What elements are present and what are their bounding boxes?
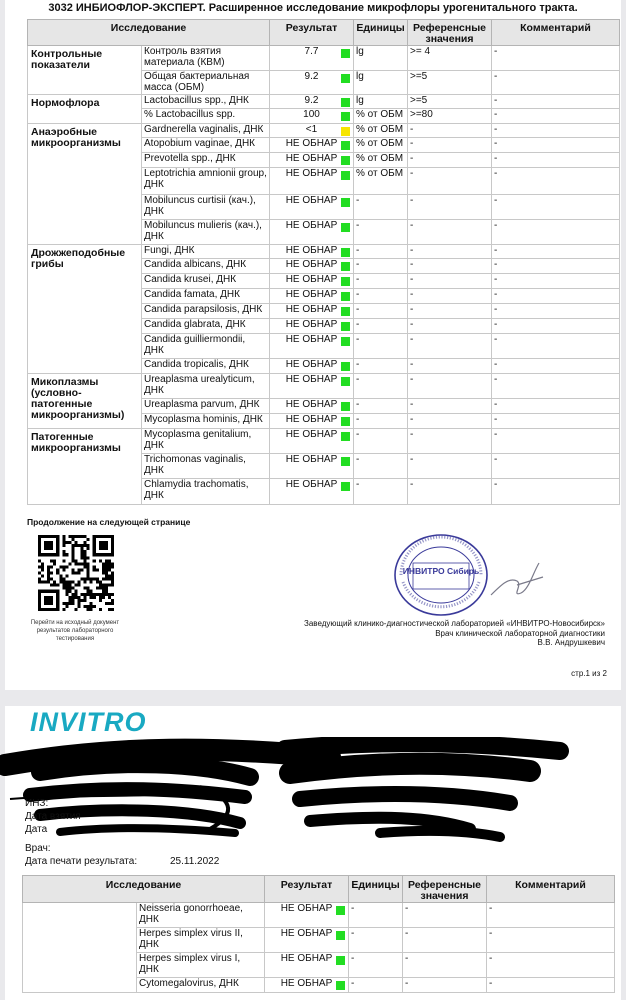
test-name: Общая бактериальная масса (ОБМ) [142,71,270,95]
signature [487,555,547,603]
test-name: Cytomegalovirus, ДНК [137,978,265,993]
group-label: Патогенные микроорганизмы [28,429,142,505]
test-name: Herpes simplex virus II, ДНК [137,928,265,953]
units-value: - [354,319,408,334]
result-value [265,953,349,978]
result-text: НЕ ОБНАР [285,259,338,270]
signer-block [304,619,605,648]
units-value: % от ОБМ [354,109,408,124]
test-name: Контроль взятия материала (КВМ) [142,46,270,71]
result-flag-green [341,112,350,121]
reference-value: - [403,978,487,993]
table-row [28,245,620,259]
header-study: Исследование [23,876,265,903]
result-flag-green [341,307,350,316]
units-value: - [349,928,403,953]
test-name: Trichomonas vaginalis, ДНК [142,454,270,479]
header-units: Единицы [349,876,403,903]
table-row [28,95,620,109]
result-flag-green [341,156,350,165]
result-flag-green [341,141,350,150]
result-value [270,124,354,138]
result-flag-green [336,981,345,990]
units-value: - [354,274,408,289]
result-value [270,153,354,168]
header-study: Исследование [28,20,270,46]
group-label: Анаэробные микроорганизмы [28,124,142,245]
units-value: - [349,903,403,928]
table-row [28,429,620,454]
result-flag-green [341,362,350,371]
reference-value: - [408,274,492,289]
result-text: 7.7 [304,46,319,57]
reference-value: - [408,359,492,374]
test-name: Gardnerella vaginalis, ДНК [142,124,270,138]
result-text: НЕ ОБНАР [280,953,333,964]
test-name: Candida krusei, ДНК [142,274,270,289]
result-value [270,245,354,259]
test-name: Chlamydia trachomatis, ДНК [142,479,270,505]
reference-value: - [403,903,487,928]
comment-value: - [492,46,620,71]
test-name: Candida tropicalis, ДНК [142,359,270,374]
result-value [270,479,354,505]
comment-value: - [492,109,620,124]
result-text: НЕ ОБНАР [285,138,338,149]
result-value [270,454,354,479]
result-flag-green [341,277,350,286]
table-header-row [23,876,615,903]
reference-value: - [408,399,492,414]
info-row [25,823,219,836]
result-value [265,903,349,928]
result-value [270,46,354,71]
result-flag-green [341,292,350,301]
units-value: - [349,953,403,978]
units-value: - [354,220,408,245]
units-value: - [354,374,408,399]
units-value: - [354,479,408,505]
result-text: НЕ ОБНАР [285,334,338,345]
result-text: НЕ ОБНАР [285,153,338,164]
info-row [25,810,219,823]
result-value [270,168,354,195]
units-value: % от ОБМ [354,153,408,168]
signer-line-3: В.В. Андрушкевич [537,638,605,647]
result-flag-green [341,74,350,83]
info-row [25,855,219,868]
stamp-text: ИНВИТРО Сибирь [402,566,480,576]
reference-value: - [403,928,487,953]
result-text: НЕ ОБНАР [280,928,333,939]
result-text: НЕ ОБНАР [285,168,338,179]
info-label: Дата [25,824,48,835]
result-text: <1 [305,124,318,135]
reference-value: - [408,429,492,454]
info-row [25,797,219,810]
comment-value: - [487,978,615,993]
comment-value: - [492,153,620,168]
units-value: - [354,245,408,259]
comment-value: - [492,124,620,138]
comment-value: - [492,138,620,153]
result-value [270,95,354,109]
invitro-logo: INVITRO [30,707,147,737]
comment-value: - [487,903,615,928]
result-flag-green [341,98,350,107]
reference-value: - [408,479,492,505]
table-row [28,124,620,138]
test-name: Neisseria gonorrhoeae, ДНК [137,903,265,928]
comment-value: - [492,195,620,220]
result-text: НЕ ОБНАР [285,195,338,206]
result-text: НЕ ОБНАР [280,978,333,989]
result-text: НЕ ОБНАР [285,454,338,465]
result-flag-green [336,906,345,915]
test-name: Mobiluncus curtisii (кач.), ДНК [142,195,270,220]
units-value: lg [354,71,408,95]
header-reference: Референсные значения [408,20,492,46]
comment-value: - [492,479,620,505]
info-row [25,842,219,855]
result-text: НЕ ОБНАР [285,479,338,490]
comment-value: - [492,289,620,304]
test-name: Lactobacillus spp., ДНК [142,95,270,109]
units-value: % от ОБМ [354,124,408,138]
result-flag-green [341,432,350,441]
comment-value: - [492,359,620,374]
result-text: НЕ ОБНАР [285,274,338,285]
result-text: НЕ ОБНАР [285,374,338,385]
result-flag-green [341,171,350,180]
reference-value: - [408,259,492,274]
group-label: Нормофлора [28,95,142,124]
comment-value: - [492,399,620,414]
header-comment: Комментарий [492,20,620,46]
comment-value: - [492,274,620,289]
result-value [270,304,354,319]
result-value [270,359,354,374]
result-value [270,138,354,153]
result-value [265,978,349,993]
continuation-note: Продолжение на следующей странице [27,517,191,527]
result-flag-green [341,198,350,207]
comment-value: - [492,374,620,399]
test-name: Mycoplasma hominis, ДНК [142,414,270,429]
result-value [270,220,354,245]
qr-code[interactable] [38,535,114,611]
laboratory-stamp [391,532,491,618]
table-header-row [28,20,620,46]
result-value [265,928,349,953]
result-value [270,414,354,429]
result-flag-green [341,223,350,232]
units-value: - [354,334,408,359]
result-value [270,289,354,304]
group-label: Микоплазмы (условно-патогенные микроорганизмы) [28,374,142,429]
result-value [270,319,354,334]
reference-value: - [408,319,492,334]
result-flag-green [341,377,350,386]
comment-value: - [492,259,620,274]
result-text: НЕ ОБНАР [285,220,338,231]
units-value: - [354,414,408,429]
reference-value: - [408,289,492,304]
comment-value: - [492,304,620,319]
units-value: - [354,429,408,454]
comment-value: - [492,168,620,195]
report-page-1 [5,0,621,690]
group-label [23,903,137,993]
reference-value: >= 4 [408,46,492,71]
group-label: Контрольные показатели [28,46,142,95]
result-flag-green [336,956,345,965]
reference-value: - [408,153,492,168]
test-name: Leptotrichia amnionii group, ДНК [142,168,270,195]
result-value [270,429,354,454]
header-comment: Комментарий [487,876,615,903]
header-result: Результат [265,876,349,903]
test-name: Candida famata, ДНК [142,289,270,304]
reference-value: - [408,168,492,195]
test-name: Candida parapsilosis, ДНК [142,304,270,319]
info-label: Дата печати результата: [25,856,138,867]
result-flag-green [341,482,350,491]
reference-value: >=5 [408,95,492,109]
reference-value: - [408,195,492,220]
test-name: Candida albicans, ДНК [142,259,270,274]
header-units: Единицы [354,20,408,46]
result-text: НЕ ОБНАР [285,429,338,440]
test-name: Ureaplasma urealyticum, ДНК [142,374,270,399]
header-result: Результат [270,20,354,46]
comment-value: - [492,319,620,334]
units-value: - [354,454,408,479]
units-value: lg [354,46,408,71]
units-value: % от ОБМ [354,168,408,195]
units-value: - [354,259,408,274]
result-text: 9.2 [304,95,319,106]
result-flag-green [341,49,350,58]
info-label: Врач: [25,843,51,854]
units-value: - [354,359,408,374]
info-label: Дата взятия [25,811,81,822]
test-name: Mycoplasma genitalium, ДНК [142,429,270,454]
reference-value: - [408,414,492,429]
test-name: Candida glabrata, ДНК [142,319,270,334]
result-flag-green [341,402,350,411]
result-value [270,109,354,124]
report-title: 3032 ИНБИОФЛОР-ЭКСПЕРТ. Расширенное исследование микрофлоры урогенитального тракта. [48,2,578,14]
comment-value: - [492,71,620,95]
result-text: НЕ ОБНАР [285,414,338,425]
reference-value: >=5 [408,71,492,95]
result-value [270,259,354,274]
result-flag-green [336,931,345,940]
signer-line-2: Врач клинической лабораторной диагностики [435,628,605,638]
result-flag-green [341,322,350,331]
table-row [28,374,620,399]
result-value [270,71,354,95]
table-row [28,46,620,71]
result-text: НЕ ОБНАР [285,304,338,315]
result-text: НЕ ОБНАР [285,289,338,300]
table-row [23,903,615,928]
info-value: 25.11.2022 [170,856,220,867]
result-text: 100 [303,109,320,120]
result-value [270,399,354,414]
signer-line-1: Заведующий клинико-диагностической лабораторией «ИНВИТРО-Новосибирск» [304,619,605,628]
test-name: Fungi, ДНК [142,245,270,259]
comment-value: - [492,245,620,259]
result-flag-green [341,248,350,257]
reference-value: - [408,334,492,359]
reference-value: - [403,953,487,978]
info-label: ИНЗ: [25,798,49,809]
comment-value: - [492,334,620,359]
test-name: Ureaplasma parvum, ДНК [142,399,270,414]
comment-value: - [492,414,620,429]
result-text: НЕ ОБНАР [285,245,338,256]
result-text: НЕ ОБНАР [285,399,338,410]
result-flag-yellow [341,127,350,136]
reference-value: - [408,124,492,138]
result-text: НЕ ОБНАР [285,359,338,370]
test-name: % Lactobacillus spp. [142,109,270,124]
test-name: Mobiluncus mulieris (кач.), ДНК [142,220,270,245]
qr-caption: Перейти на исходный документ результатов лабораторного тестирования [30,620,120,642]
units-value: - [354,304,408,319]
result-flag-green [341,417,350,426]
reference-value: >=80 [408,109,492,124]
result-flag-green [341,262,350,271]
patient-info [25,797,219,868]
test-name: Atopobium vaginae, ДНК [142,138,270,153]
units-value: % от ОБМ [354,138,408,153]
header-reference: Референсные значения [403,876,487,903]
result-value [270,195,354,220]
comment-value: - [492,454,620,479]
reference-value: - [408,220,492,245]
page-number: стр.1 из 2 [571,669,607,678]
reference-value: - [408,245,492,259]
result-text: НЕ ОБНАР [280,903,333,914]
comment-value: - [492,429,620,454]
reference-value: - [408,454,492,479]
test-name: Candida guilliermondii, ДНК [142,334,270,359]
result-flag-green [341,337,350,346]
comment-value: - [492,95,620,109]
units-value: - [354,289,408,304]
group-label: Дрожжеподобные грибы [28,245,142,374]
units-value: lg [354,95,408,109]
result-value [270,334,354,359]
results-table-page-2 [22,875,615,993]
reference-value: - [408,374,492,399]
units-value: - [354,195,408,220]
test-name: Prevotella spp., ДНК [142,153,270,168]
units-value: - [349,978,403,993]
comment-value: - [492,220,620,245]
result-value [270,274,354,289]
result-text: НЕ ОБНАР [285,319,338,330]
test-name: Herpes simplex virus I, ДНК [137,953,265,978]
comment-value: - [487,928,615,953]
units-value: - [354,399,408,414]
comment-value: - [487,953,615,978]
results-table [27,19,620,505]
result-value [270,374,354,399]
reference-value: - [408,304,492,319]
result-flag-green [341,457,350,466]
reference-value: - [408,138,492,153]
result-text: 9.2 [304,71,319,82]
